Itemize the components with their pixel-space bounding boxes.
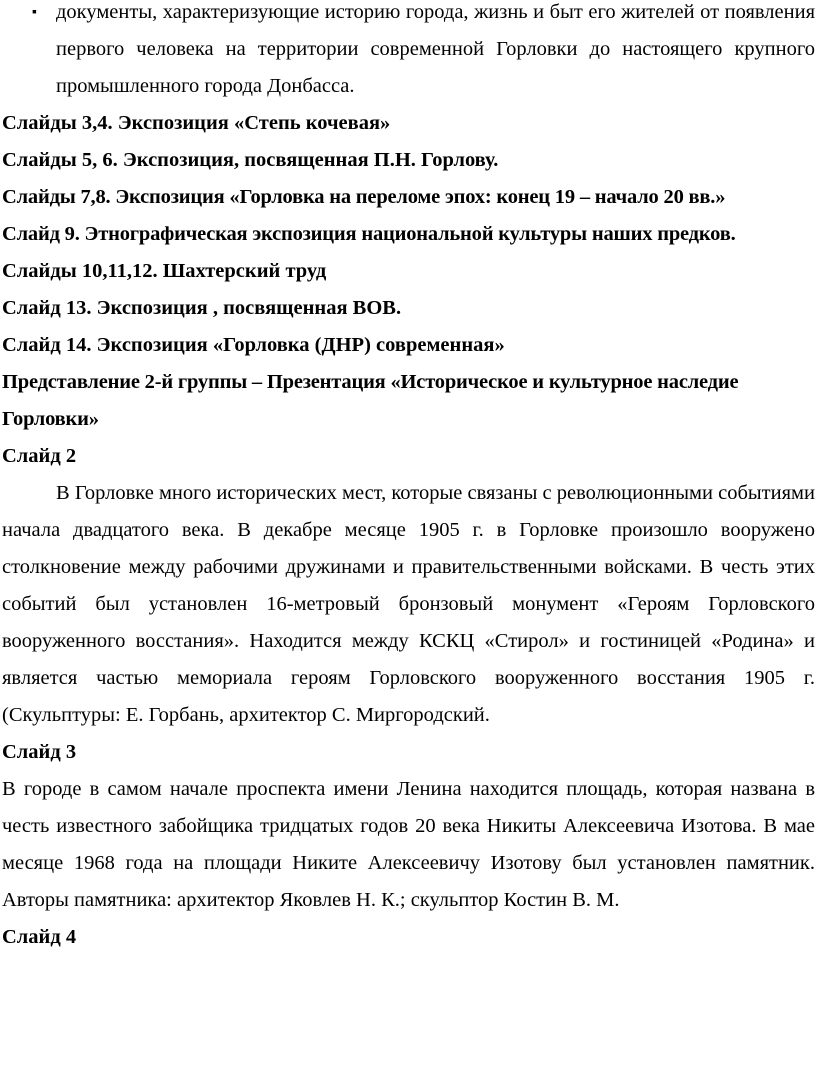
- slide-2-paragraph: В Горловке много исторических мест, которые связаны с революционными событиями начала двадцатого века. В декабре месяце 1905 г. в Горловке произошло вооружено столкновение между рабочими дружинами и правительственными войсками. В честь этих событий был установлен 16-метровый бронзовый монумент «Героям Горловского вооруженного восстания». Находится между КСКЦ «Стирол» и гостиницей «Родина» и является частью мемориала героям Горловского вооруженного восстания 1905 г. (Скульптуры: Е. Горбань, архитектор С. Миргородский.: [2, 482, 815, 726]
- bullet-list-item: [2, 0, 815, 105]
- heading-slide-9: Слайд 9. Этнографическая экспозиция национальной культуры наших предков.: [2, 223, 736, 245]
- heading-slide-3: Слайд 3: [2, 741, 77, 763]
- square-bullet-icon: ▪: [32, 5, 37, 20]
- heading-group-2-presentation: Представление 2-й группы – Презентация «Историческое и культурное наследие Горловки»: [2, 371, 739, 430]
- heading-slide-2: Слайд 2: [2, 445, 77, 467]
- heading-slide-4: Слайд 4: [2, 926, 77, 948]
- heading-slides-5-6: Слайды 5, 6. Экспозиция, посвященная П.Н. Горлову.: [2, 149, 499, 171]
- heading-slides-3-4: Слайды 3,4. Экспозиция «Степь кочевая»: [2, 112, 391, 134]
- heading-slides-10-12: Слайды 10,11,12. Шахтерский труд: [2, 260, 327, 282]
- heading-slide-13: Слайд 13. Экспозиция , посвященная ВОВ.: [2, 297, 402, 319]
- slide-3-paragraph: В городе в самом начале проспекта имени Ленина находится площадь, которая названа в честь известного забойщика тридцатых годов 20 века Никиты Алексеевича Изотова. В мае месяце 1968 года на площади Никите Алексеевичу Изотову был установлен памятник. Авторы памятника: архитектор Яковлев Н. К.; скульптор Костин В. М.: [2, 778, 815, 911]
- bullet-item-text: документы, характеризующие историю города, жизнь и быт его жителей от появления первого человека на территории современной Горловки до настоящего крупного промышленного города Донбасса.: [56, 1, 815, 97]
- heading-slide-14: Слайд 14. Экспозиция «Горловка (ДНР) современная»: [2, 334, 505, 356]
- heading-slides-7-8: Слайды 7,8. Экспозиция «Горловка на переломе эпох: конец 19 – начало 20 вв.»: [2, 186, 726, 208]
